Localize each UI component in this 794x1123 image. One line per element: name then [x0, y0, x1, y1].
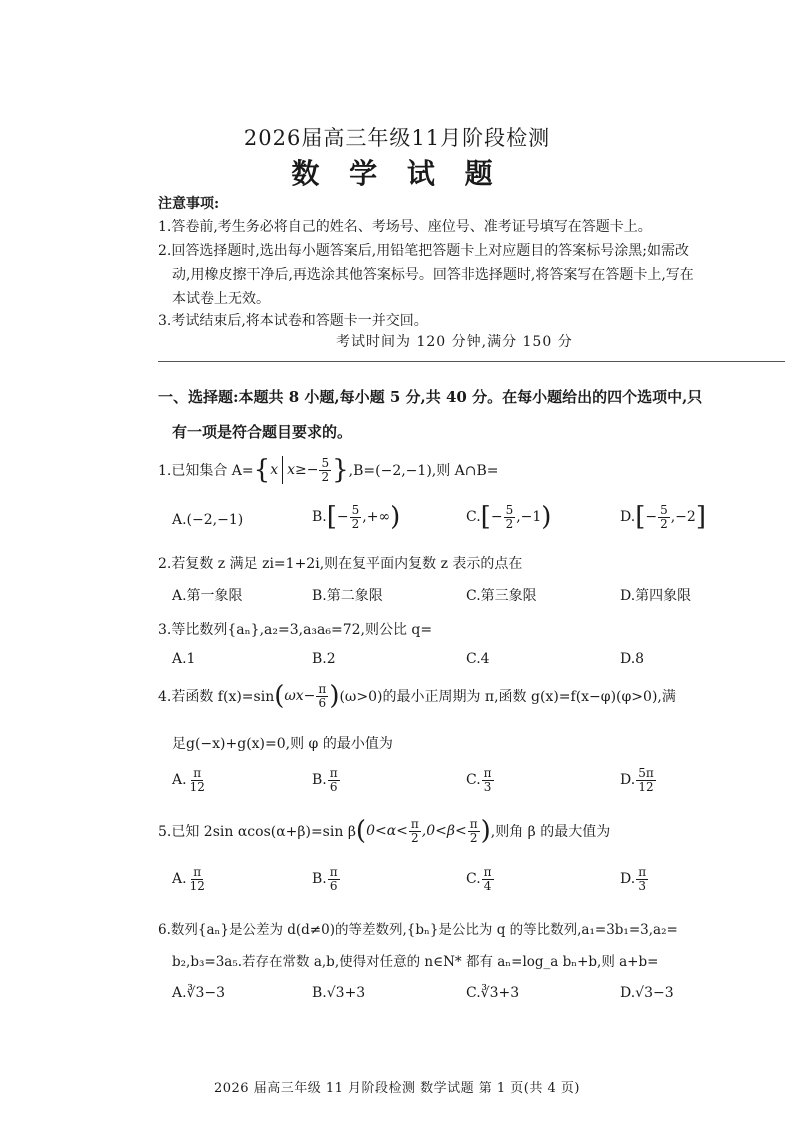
q6-option-a: A.∛3−3 — [172, 985, 226, 1001]
q2-option-a: A.第一象限 — [172, 588, 243, 604]
question-4-cont: 足g(−x)+g(x)=0,则 φ 的最小值为 — [172, 736, 393, 752]
q5-option-c: C. $\frac{\pi}{4}$ — [466, 865, 492, 893]
question-6-cont: b₂,b₃=3a₅.若存在常数 a,b,使得对任意的 n∈N* 都有 aₙ=log_a bₙ+b,则 a+b= — [172, 954, 659, 970]
page-footer: 2026 届高三年级 11 月阶段检测 数学试题 第 1 页(共 4 页) — [213, 1081, 580, 1096]
q1-condition: x≥− — [287, 462, 319, 478]
q2-option-b: B.第二象限 — [312, 588, 383, 604]
q5-option-a: A. $\frac{\pi}{12}$ — [172, 865, 205, 893]
brace-close: } — [332, 455, 349, 485]
q3-option-c: C.4 — [466, 651, 490, 667]
set-divider — [282, 456, 283, 484]
notice-item: 1.答卷前,考生务必将自己的姓名、考场号、座位号、准考证号填写在答题卡上。 — [158, 219, 652, 235]
q1-option-b: B. [ − $\frac{5}{2}$ ,+∞ ) — [312, 502, 401, 533]
q1-option-d: D. [ − $\frac{5}{2}$ ,−2 ] — [620, 502, 706, 533]
section-heading-cont: 有一项是符合题目要求的。 — [172, 423, 353, 441]
notice-item: 本试卷上无效。 — [172, 291, 270, 307]
section-heading: 一、选择题:本题共 8 小题,每小题 5 分,共 40 分。在每小题给出的四个选项中,只 — [158, 388, 703, 406]
q4-option-a: A. $\frac{\pi}{12}$ — [172, 766, 205, 794]
question-2: 2.若复数 z 满足 zi=1+2i,则在复平面内复数 z 表示的点在 — [158, 556, 523, 572]
divider-line — [158, 361, 785, 362]
q2-option-c: C.第三象限 — [466, 588, 537, 604]
subject-title: 数 学 试 题 — [291, 157, 503, 190]
brace-open: { — [253, 455, 271, 485]
q3-option-d: D.8 — [620, 651, 645, 667]
q3-option-a: A.1 — [172, 651, 196, 667]
question-4: 4.若函数 f(x)=sin ( ωx− $\frac{\pi}{6}$ ) (ω>0)的最小正周期为 π,函数 g(x)=f(x−φ)(φ>0),满 — [158, 681, 676, 712]
q4-option-b: B. $\frac{\pi}{6}$ — [312, 766, 338, 794]
q1-prefix: 1.已知集合 A= — [158, 463, 254, 479]
exam-title: 2026届高三年级11月阶段检测 — [243, 126, 551, 150]
q6-option-c: C.∛3+3 — [466, 985, 520, 1001]
q1-option-a: A.(−2,−1) — [172, 512, 244, 528]
q6-option-b: B.√3+3 — [312, 985, 366, 1001]
question-5: 5.已知 2sin αcos(α+β)=sin β ( 0<α< $\frac{\pi}{2}$ ,0<β< $\frac{\pi}{2}$ ) ,则角 β 的最大值为 — [158, 816, 611, 847]
exam-time-info: 考试时间为 120 分钟,满分 150 分 — [336, 334, 573, 350]
q1-suffix: ,B=(−2,−1),则 A∩B= — [348, 463, 499, 479]
notice-item: 2.回答选择题时,选出每小题答案后,用铅笔把答题卡上对应题目的答案标号涂黑;如需改 — [158, 243, 689, 259]
q6-option-d: D.√3−3 — [620, 985, 674, 1001]
question-1 — [158, 456, 499, 484]
q3-option-b: B.2 — [312, 651, 336, 667]
q5-option-d: D. $\frac{\pi}{3}$ — [620, 865, 647, 893]
q1-fraction: $\frac{5}{2}$ — [321, 455, 330, 484]
notice-item: 3.考试结束后,将本试卷和答题卡一并交回。 — [158, 313, 428, 329]
q1-set-var: x — [270, 462, 279, 478]
question-6: 6.数列{aₙ}是公差为 d(d≠0)的等差数列,{bₙ}是公比为 q 的等比数列,a₁=3b₁=3,a₂= — [158, 922, 678, 938]
notice-heading: 注意事项: — [158, 196, 220, 212]
notice-item: 动,用橡皮擦干净后,再选涂其他答案标号。回答非选择题时,将答案写在答题卡上,写在 — [172, 267, 694, 283]
q5-option-b: B. $\frac{\pi}{6}$ — [312, 865, 338, 893]
q1-option-c: C. [ − $\frac{5}{2}$ ,−1 ) — [466, 502, 552, 533]
q4-option-d: D. $\frac{5\pi}{12}$ — [620, 766, 654, 794]
q4-option-c: C. $\frac{\pi}{3}$ — [466, 766, 492, 794]
q2-option-d: D.第四象限 — [620, 588, 692, 604]
question-3: 3.等比数列{aₙ},a₂=3,a₃a₆=72,则公比 q= — [158, 622, 433, 638]
